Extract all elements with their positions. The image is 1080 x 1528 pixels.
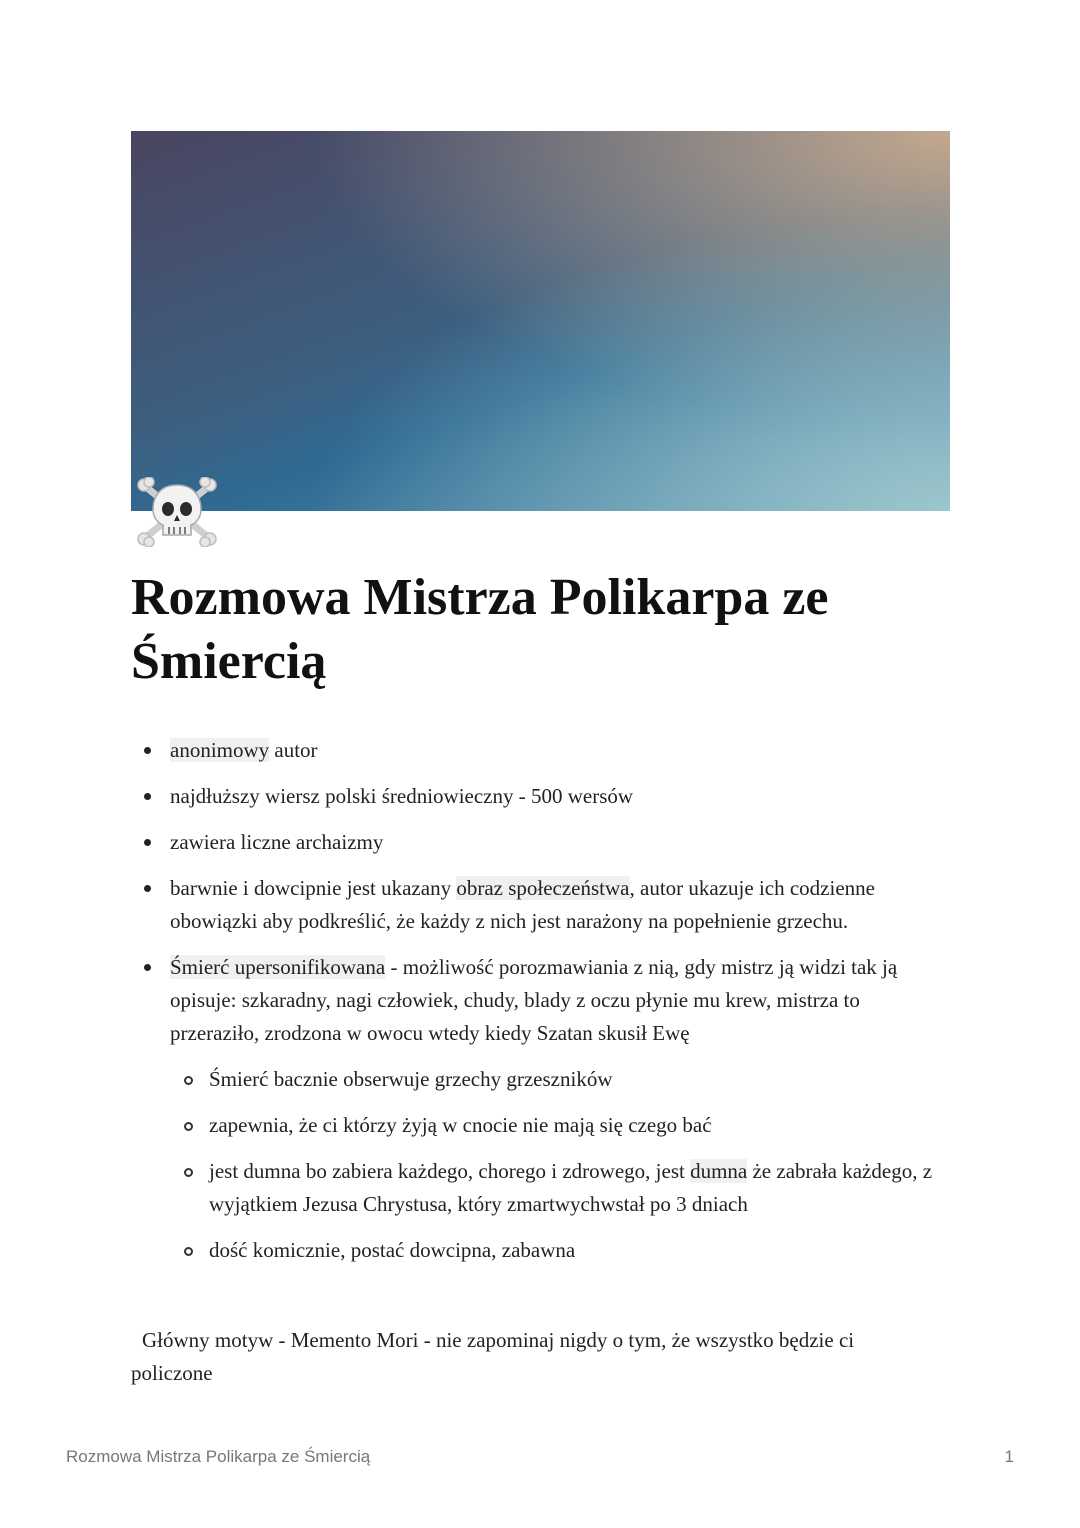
hollow-bullet-icon [184,1076,193,1085]
sub-list-item [170,1063,951,1096]
page-title: Rozmowa Mistrza Polikarpa ze Śmiercią [131,569,829,690]
main-motif-paragraph: Główny motyw - Memento Mori - nie zapominaj nigdy o tym, że wszystko będzie ci policzone [131,1328,855,1385]
list-item [131,951,951,1267]
highlighted-text: anonimowy [170,738,270,762]
highlighted-text: dumna [690,1159,748,1183]
sub-list-item [170,1234,951,1267]
list-item-text: autor [269,738,318,762]
hollow-bullet-icon [184,1168,193,1177]
footer-document-title: Rozmowa Mistrza Polikarpa ze Śmiercią [66,1447,371,1466]
sub-bullet-list [170,1063,951,1267]
list-item [131,734,951,767]
list-item-text: zawiera liczne archaizmy [170,830,384,854]
list-item-text: - możliwość porozmawiania z nią, gdy mistrz ją widzi tak ją opisuje: szkaradny, nagi człowiek, chudy, blady z oczu płynie mu krew, mistrza to przeraziło, zrodzona w owocu wtedy kiedy Szatan skusił Ewę [170,955,898,1045]
bullet-icon [144,793,151,800]
footer-page-number: 1 [1004,1447,1014,1466]
sub-list-item-text: że zabrała każdego, z wyjątkiem Jezusa Chrystusa, który zmartwychwstał po 3 dniach [209,1159,933,1216]
hollow-bullet-icon [184,1122,193,1131]
list-item [131,826,951,859]
bullet-icon [144,747,151,754]
sub-list-item [170,1109,951,1142]
list-item-text: najdłuższy wiersz polski średniowieczny - 500 wersów [170,784,634,808]
highlighted-text: obraz społeczeństwa [456,876,630,900]
sub-list-item [170,1155,951,1221]
sub-list-item-text: Śmierć bacznie obserwuje grzechy grzeszników [209,1067,613,1091]
skull-and-crossbones-icon [136,477,218,547]
bullet-list [131,734,951,1280]
bullet-icon [144,885,151,892]
sub-list-item-text: jest dumna bo zabiera każdego, chorego i zdrowego, jest [209,1159,691,1183]
list-item-text: barwnie i dowcipnie jest ukazany [170,876,457,900]
sub-list-item-text: dość komicznie, postać dowcipna, zabawna [209,1238,576,1262]
list-item [131,872,951,938]
bullet-icon [144,839,151,846]
list-item-text: , autor ukazuje ich codzienne obowiązki aby podkreślić, że każdy z nich jest narażony na popełnienie grzechu. [170,876,875,933]
sub-list-item-text: zapewnia, że ci którzy żyją w cnocie nie mają się czego bać [209,1113,712,1137]
highlighted-text: Śmierć upersonifikowana [170,955,386,979]
cover-image [131,131,950,511]
bullet-icon [144,964,151,971]
hollow-bullet-icon [184,1247,193,1256]
list-item [131,780,951,813]
